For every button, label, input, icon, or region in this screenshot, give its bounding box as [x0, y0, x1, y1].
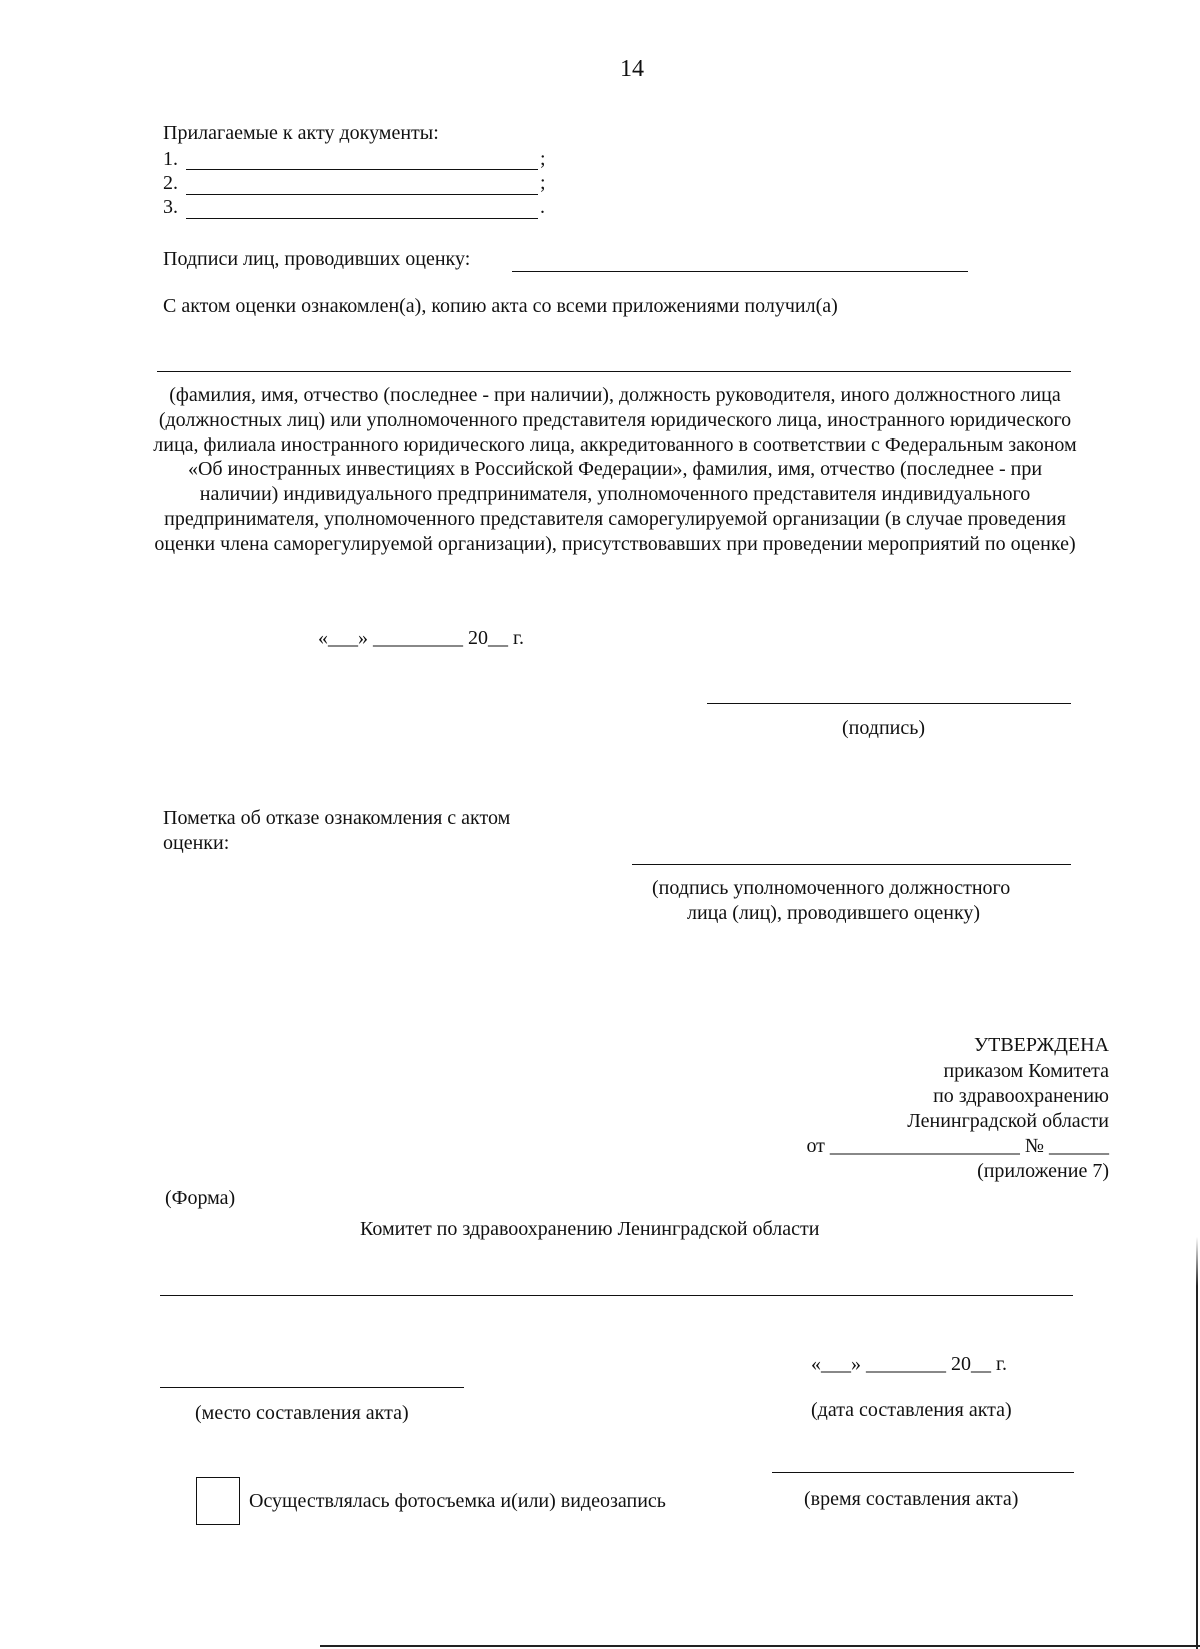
approval-appendix: (приложение 7) [977, 1160, 1109, 1182]
official-signature-line[interactable] [632, 864, 1071, 865]
signatures-line[interactable] [512, 271, 968, 272]
scan-right-border [1196, 0, 1198, 1649]
attachment-number-1: 1. [163, 148, 178, 170]
refusal-label-line2: оценки: [163, 832, 230, 854]
scan-bottom-border [320, 1645, 1200, 1647]
photo-label: Осуществлялась фотосъемка и(или) видеозапись [249, 1490, 666, 1512]
date-line-1: «___» _________ 20__ г. [318, 627, 524, 649]
place-line[interactable] [160, 1387, 464, 1388]
date-caption: (дата составления акта) [811, 1399, 1012, 1421]
committee-line[interactable] [160, 1295, 1073, 1296]
attachment-line-3[interactable] [186, 218, 538, 219]
approval-title: УТВЕРЖДЕНА [973, 1034, 1109, 1056]
attachment-number-2: 2. [163, 172, 178, 194]
approval-line-2: по здравоохранению [933, 1085, 1109, 1107]
place-caption: (место составления акта) [195, 1402, 409, 1424]
signature-line[interactable] [707, 703, 1071, 704]
date-line-2: «___» ________ 20__ г. [811, 1353, 1007, 1375]
time-line[interactable] [772, 1472, 1074, 1473]
official-sig-caption-1: (подпись уполномоченного должностного [652, 877, 1011, 899]
form-label: (Форма) [165, 1187, 236, 1209]
attachment-end-2: ; [540, 172, 546, 194]
attachment-line-2[interactable] [186, 194, 538, 195]
signatures-label: Подписи лиц, проводивших оценку: [163, 248, 471, 270]
approval-line-1: приказом Комитета [943, 1060, 1109, 1082]
refusal-label-line1: Пометка об отказе ознакомления с актом [163, 807, 511, 829]
page-number: 14 [620, 56, 644, 82]
attachment-number-3: 3. [163, 196, 178, 218]
attachment-line-1[interactable] [186, 169, 538, 170]
acquainted-text: С актом оценки ознакомлен(а), копию акта со всеми приложениями получил(а) [163, 295, 838, 317]
approval-from-number: от ___________________ № ______ [806, 1135, 1109, 1157]
signature-caption: (подпись) [842, 717, 926, 739]
committee-name: Комитет по здравоохранению Ленинградской области [360, 1218, 820, 1240]
attachment-end-3: . [540, 196, 545, 218]
attachments-heading: Прилагаемые к акту документы: [163, 122, 439, 144]
person-name-line[interactable] [157, 371, 1071, 372]
photo-checkbox[interactable] [196, 1477, 240, 1525]
official-sig-caption-2: лица (лиц), проводившего оценку) [687, 902, 981, 924]
attachment-end-1: ; [540, 148, 546, 170]
approval-line-3: Ленинградской области [907, 1110, 1109, 1132]
time-caption: (время составления акта) [804, 1488, 1019, 1510]
person-caption: (фамилия, имя, отчество (последнее - при наличии), должность руководителя, иного должностного лица (должностных лиц) или уполномоченного представителя юридического лица, иностранного юридического лица, филиала иностранного юридического лица, аккредитованного в соответствии с Федеральным законом «Об иностранных инвестициях в Российской Федерации», фамилия, имя, отчество (последнее - при наличии) индивидуального предпринимателя, уполномоченного представителя индивидуального предпринимателя, уполномоченного представителя саморегулируемой организации (в случае проведения оценки члена саморегулируемой организации), присутствовавших при проведении мероприятий по оценке) [153, 384, 1077, 555]
